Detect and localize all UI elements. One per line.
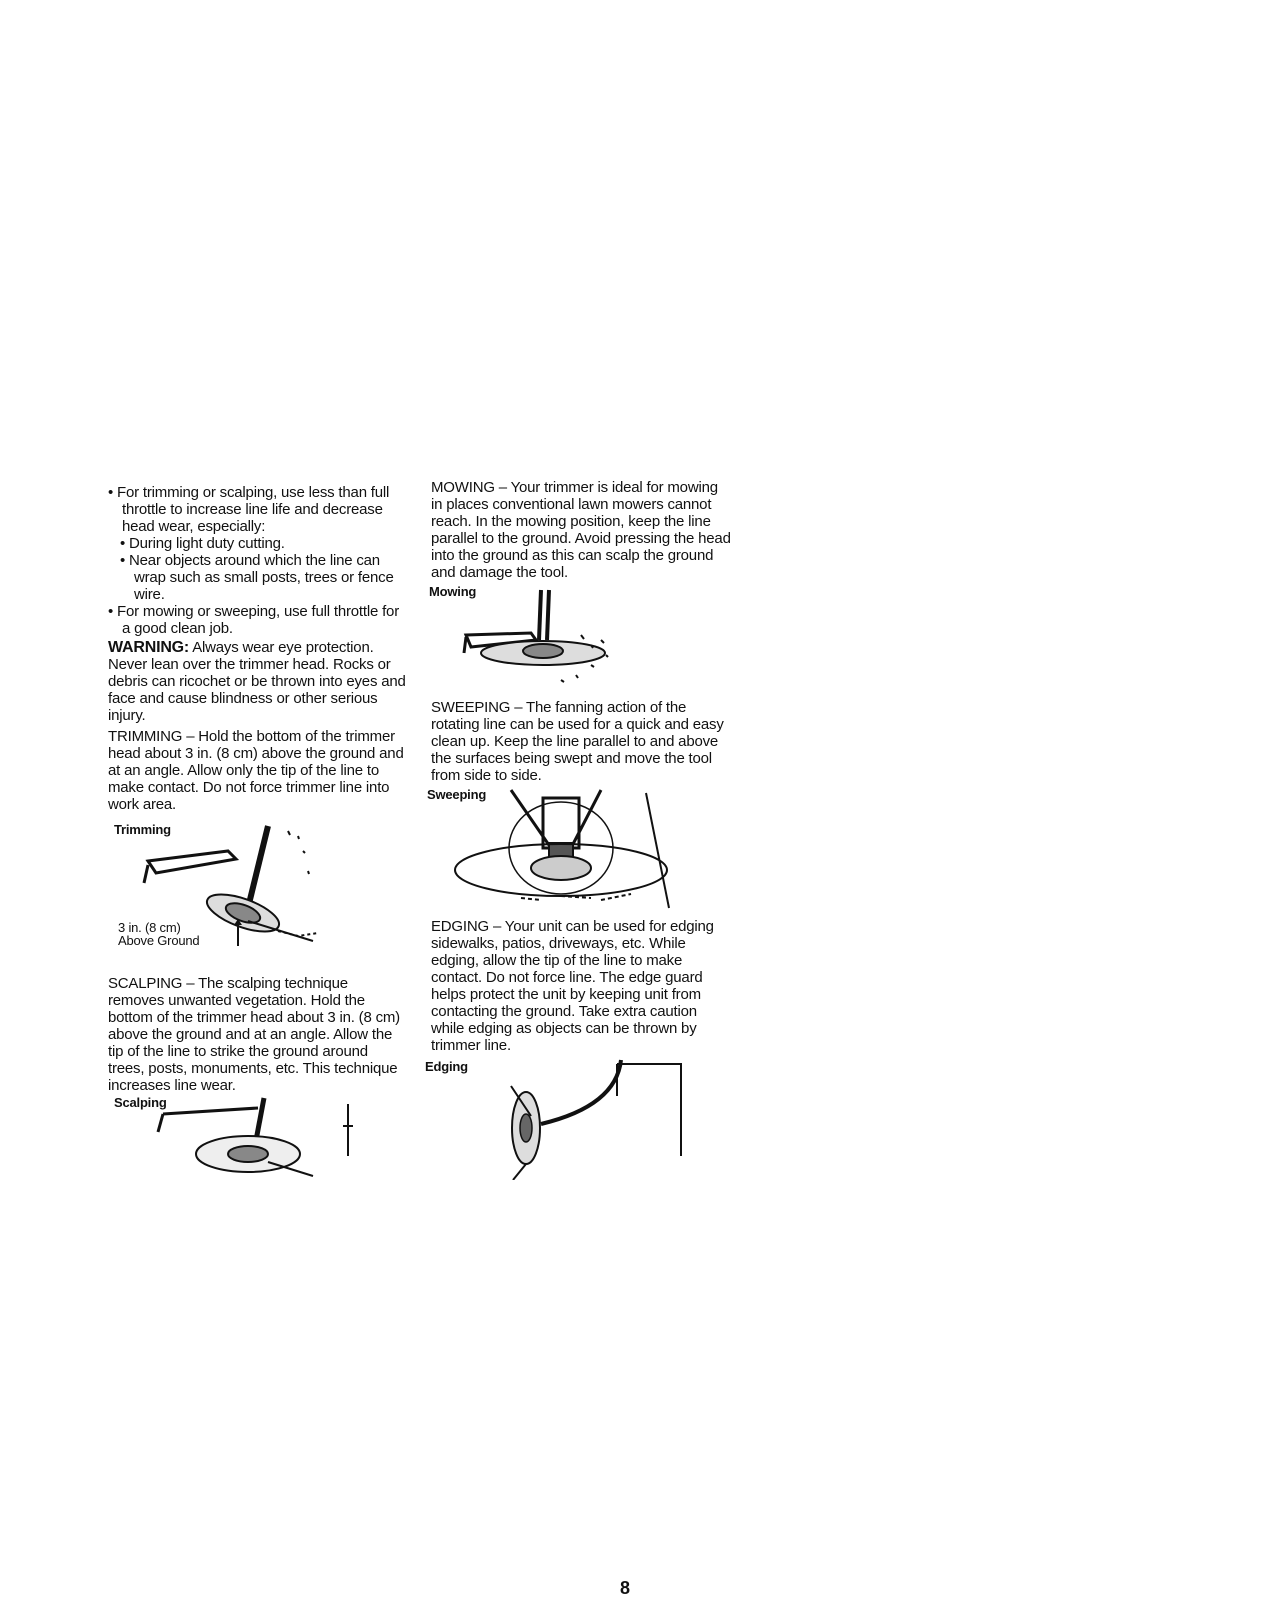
trimmer-illustration — [431, 585, 731, 697]
page-number: 8 — [620, 1578, 631, 1598]
bullet-trimming-throttle: • For trimming or scalping, use less than full throttle to increase line life and decrease head wear, especially: — [108, 484, 390, 535]
trimmer-illustration — [431, 1056, 731, 1180]
sub-bullet-near-objects: • Near objects around which the line can wrap such as small posts, trees or fence wire. — [120, 552, 394, 603]
right-column — [425, 479, 731, 1180]
scalping-figure — [108, 1096, 408, 1188]
mowing-figure-label: Mowing — [429, 584, 477, 599]
sweeping-figure-label: Sweeping — [427, 787, 487, 802]
scalping-paragraph: SCALPING – The scalping technique removes unwanted vegetation. Hold the bottom of the trimmer head about 3 in. (8 cm) above the ground and at an angle. Allow the tip of the line to strike the ground around trees, posts, monuments, etc. This technique increases line wear. — [108, 975, 400, 1094]
trimming-paragraph: TRIMMING – Hold the bottom of the trimmer head about 3 in. (8 cm) above the ground and at an angle. Allow only the tip of the line to make contact. Do not force trimmer line into work area. — [108, 728, 404, 813]
left-column — [108, 484, 408, 1188]
edging-figure-label: Edging — [425, 1059, 468, 1074]
sub-bullet-light-duty-text: During light duty cutting. — [129, 535, 285, 552]
warning-paragraph — [108, 639, 408, 724]
sweeping-figure — [427, 787, 731, 914]
mowing-figure — [431, 585, 731, 697]
sweeping-paragraph: SWEEPING – The fanning action of the rotating line can be used for a quick and easy clean up. Keep the line parallel to and above the surfaces being swept and move the tool from side to side. — [431, 699, 724, 784]
trimming-note-1: 3 in. (8 cm) — [118, 920, 181, 935]
trimming-figure — [108, 821, 408, 959]
bullet-trimming-text: For trimming or scalping, use less than full throttle to increase line life and decrease head wear, especially: — [117, 484, 390, 535]
bullet-mowing-throttle: • For mowing or sweeping, use full throttle for a good clean job. — [108, 603, 399, 637]
sub-bullet-near-objects-text: Near objects around which the line can wrap such as small posts, trees or fence wire. — [129, 552, 394, 603]
trimming-figure-label: Trimming — [114, 822, 171, 837]
scalping-figure-label: Scalping — [114, 1095, 167, 1110]
trimmer-illustration — [431, 788, 731, 914]
trimming-note-2: Above Ground — [118, 933, 200, 948]
warning-text: Always wear eye protection. Never lean over the trimmer head. Rocks or debris can ricochet or be thrown into eyes and face and cause blindness or other serious injury. — [108, 639, 406, 724]
sub-bullet-light-duty: • During light duty cutting. — [120, 535, 285, 552]
warning-label: WARNING: — [108, 639, 190, 656]
edging-paragraph: EDGING – Your unit can be used for edging sidewalks, patios, driveways, etc. While edging, allow the tip of the line to make contact. Do not force line. The edge guard helps protect the unit by keeping unit from contacting the ground. Take extra caution while edging as objects can be thrown by trimmer line. — [431, 918, 714, 1054]
mowing-paragraph: MOWING – Your trimmer is ideal for mowing in places conventional lawn mowers cannot reach. In the mowing position, keep the line parallel to the ground. Avoid pressing the head into the ground as this can scalp the ground and damage the tool. — [431, 479, 731, 581]
bullet-mowing-text: For mowing or sweeping, use full throttle for a good clean job. — [117, 603, 399, 637]
edging-figure — [425, 1056, 731, 1180]
